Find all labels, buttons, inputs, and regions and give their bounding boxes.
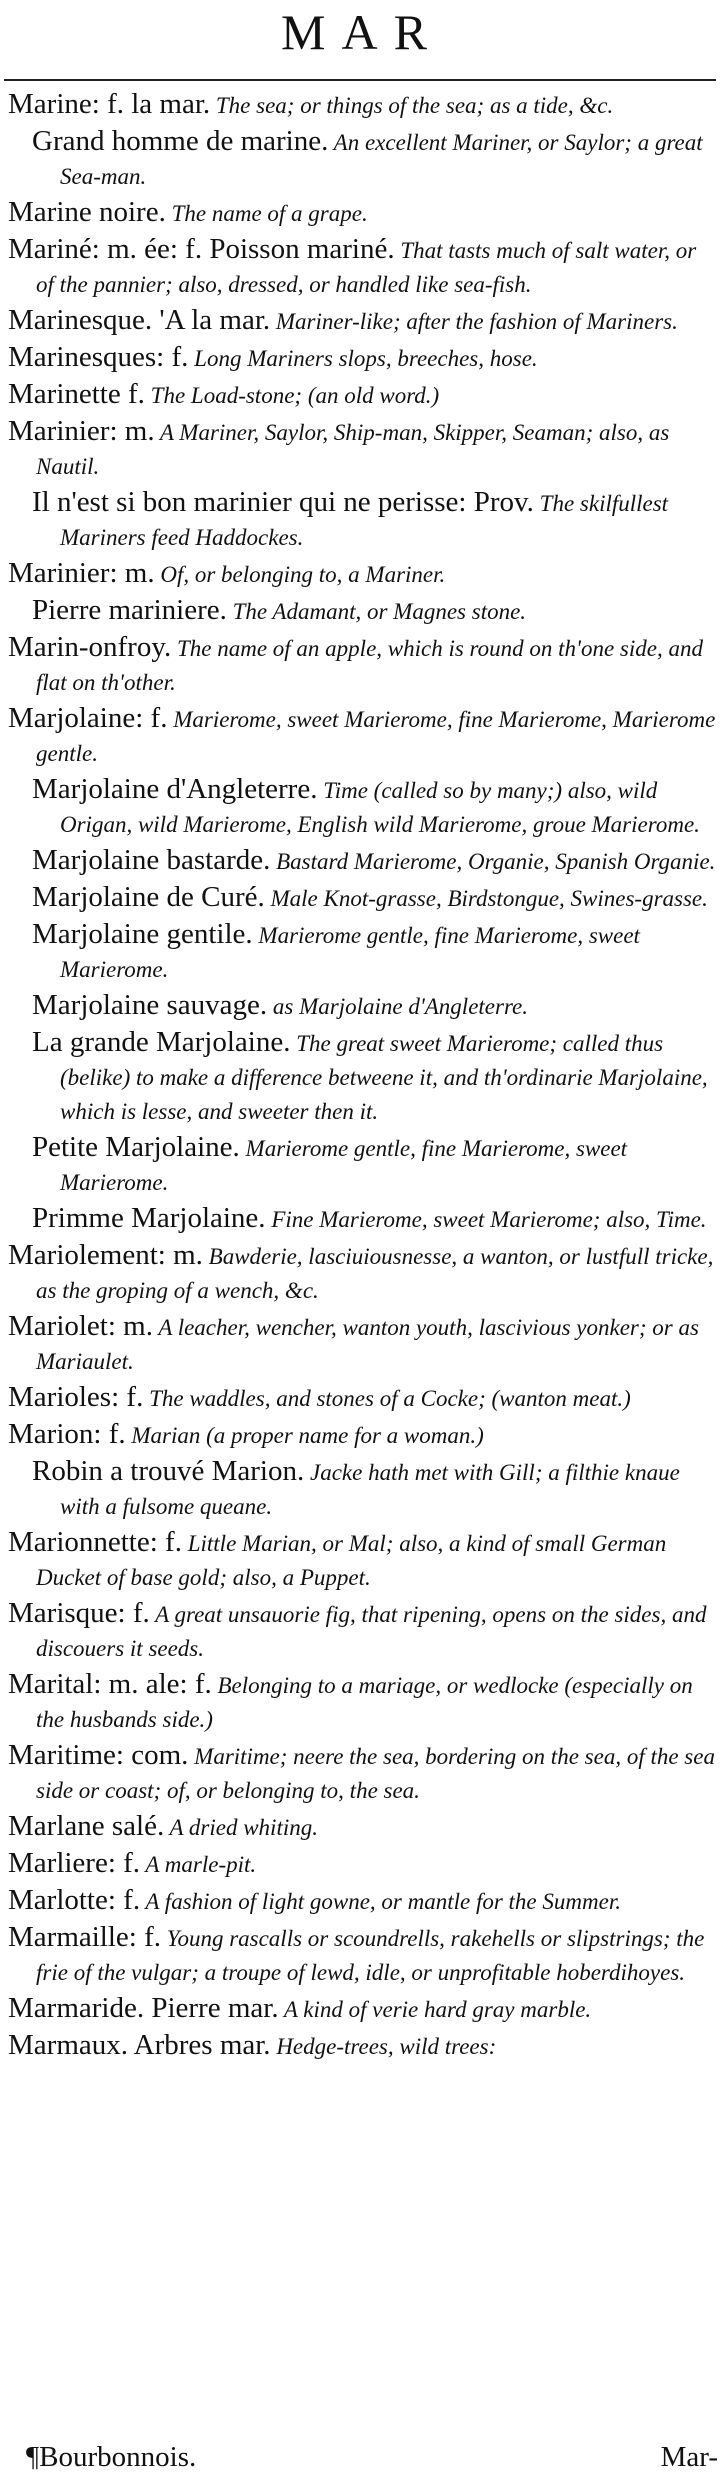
sub-entry [32, 989, 718, 1023]
entry-headword: Marin-onfroy. [8, 631, 172, 663]
sub-entry [32, 1131, 718, 1199]
continuation-line: ¶Bourbonnois. [26, 2441, 197, 2473]
entry-headword: Marlotte: [8, 1884, 116, 1916]
entry-grammar: f. [115, 1847, 141, 1879]
entry-definition: The sea; or things of the sea; as a tide, &c. [210, 93, 614, 118]
entry-definition: Marierome gentle, fine Marierome, sweet Marierome. [60, 923, 640, 982]
entry-definition: A great unsauorie fig, that ripening, opens on the sides, and discouers it seeds. [36, 1602, 707, 1661]
entry-headword: Marmaille: [8, 1921, 137, 1953]
entry-definition: An excellent Mariner, or Saylor; a great Sea-man. [60, 130, 703, 189]
entry-definition: The Load-stone; (an old word.) [144, 383, 440, 408]
entry-headword: Marion: [8, 1418, 102, 1450]
sub-entry [32, 773, 718, 841]
entry-definition: Jacke hath met with Gill; a filthie knaue with a fulsome queane. [60, 1460, 680, 1519]
entry-headword: Marinette [8, 378, 121, 410]
entry-headword: Marinier: [8, 557, 118, 589]
entry-headword: Il n'est si bon marinier qui ne perisse: [32, 486, 467, 518]
dictionary-entry [8, 196, 718, 230]
dictionary-entry [8, 415, 718, 483]
entry-definition: The waddles, and stones of a Cocke; (wanton meat.) [143, 1386, 631, 1411]
entry-definition: The Adamant, or Magnes stone. [226, 599, 527, 624]
entry-headword: Marioles: [8, 1381, 120, 1413]
entry-headword: Primme Marjolaine. [32, 1202, 266, 1234]
dictionary-entry [8, 702, 718, 770]
entry-headword: Maritime: [8, 1739, 124, 1771]
entry-definition: A dried whiting. [164, 1815, 318, 1840]
entry-definition: Male Knot-grasse, Birdstongue, Swines-grasse. [264, 886, 708, 911]
entry-headword: Marine noire. [8, 196, 166, 228]
entry-headword: Marlane salé. [8, 1810, 165, 1842]
entry-grammar: m. [117, 557, 155, 589]
sub-entry [32, 844, 718, 878]
dictionary-entry [8, 1239, 718, 1307]
entry-definition: The skilfullest Mariners feed Haddockes. [60, 491, 669, 550]
dictionary-entry [8, 378, 718, 412]
entry-definition: Hedge-trees, wild trees: [270, 2034, 497, 2059]
entry-headword: Petite Marjolaine. [32, 1131, 240, 1163]
entry-definition: A kind of verie hard gray marble. [278, 1997, 592, 2022]
entry-headword: Marinesques: [8, 341, 165, 373]
entry-grammar: m. ée: f. Poisson mariné. [99, 233, 395, 265]
entry-grammar: f. [101, 1418, 126, 1450]
sub-entry [32, 1202, 718, 1236]
dictionary-entry [8, 1597, 718, 1665]
entry-grammar: m. [165, 1239, 203, 1271]
sub-entry [32, 881, 718, 915]
entry-grammar: f. [143, 702, 168, 734]
dictionary-entry [8, 1418, 718, 1452]
dictionary-entry [8, 88, 718, 122]
entry-grammar: f. [164, 341, 189, 373]
dictionary-entry [8, 1668, 718, 1736]
entry-definition: Belonging to a mariage, or wedlocke (especially on the husbands side.) [36, 1673, 693, 1732]
entry-definition: Of, or belonging to, a Mariner. [154, 562, 446, 587]
dictionary-entry [8, 1847, 718, 1881]
entry-headword: Marjolaine d'Angleterre. [32, 773, 318, 805]
catchword: Mar- [660, 2441, 718, 2473]
entry-definition: A fashion of light gowne, or mantle for the Summer. [140, 1889, 621, 1914]
entry-definition: The name of an apple, which is round on th'one side, and flat on th'other. [36, 636, 703, 695]
page-header: MAR [281, 4, 443, 60]
entry-grammar: f. [119, 1381, 144, 1413]
dictionary-entry [8, 1381, 718, 1415]
dictionary-entry [8, 1310, 718, 1378]
entry-definition: Marierome gentle, fine Marierome, sweet Marierome. [60, 1136, 628, 1195]
entry-headword: Marjolaine: [8, 702, 144, 734]
dictionary-entry [8, 1739, 718, 1807]
dictionary-entry [8, 304, 718, 338]
sub-entry [32, 125, 718, 193]
entry-grammar: f. la mar. [99, 88, 211, 120]
entry-definition: A Mariner, Saylor, Ship-man, Skipper, Seaman; also, as Nautil. [36, 420, 670, 479]
header-rule [4, 79, 716, 81]
entry-headword: Marinesque. [8, 304, 153, 336]
entry-headword: Marjolaine sauvage. [32, 989, 268, 1021]
entry-definition: That tasts much of salt water, or of the pannier; also, dressed, or handled like sea-fish. [36, 238, 697, 297]
sub-entry [32, 594, 718, 628]
entry-definition: Marierome, sweet Marierome, fine Marierome, Marierome gentle. [36, 707, 716, 766]
entry-headword: La grande Marjolaine. [32, 1026, 291, 1058]
entry-grammar: m. ale: f. [101, 1668, 212, 1700]
entry-headword: Mariolet: [8, 1310, 116, 1342]
dictionary-entry [8, 1884, 718, 1918]
dictionary-entry [8, 233, 718, 301]
entry-headword: Grand homme de marine. [32, 125, 329, 157]
entry-grammar: m. [117, 415, 155, 447]
entry-headword: Marmaride. [8, 1992, 145, 2024]
entry-grammar: f. [125, 1597, 150, 1629]
sub-entry [32, 918, 718, 986]
entry-definition: Bawderie, lasciuiousnesse, a wanton, or lustfull tricke, as the groping of a wench, &c. [36, 1244, 714, 1303]
dictionary-entry [8, 1526, 718, 1594]
entry-definition: Young rascalls or scoundrells, rakehells or slipstrings; the frie of the vulgar; a troupe of lewd, idle, or unprofitable hoberdihoyes. [36, 1926, 705, 1985]
sub-entry [32, 486, 718, 554]
sub-entry [32, 1455, 718, 1523]
entry-definition: A leacher, wencher, wanton youth, lascivious yonker; or as Mariaulet. [36, 1315, 699, 1374]
dictionary-entry [8, 341, 718, 375]
entry-definition: Bastard Marierome, Organie, Spanish Organie. [270, 849, 716, 874]
dictionary-entry [8, 631, 718, 699]
entry-definition: Fine Marierome, sweet Marierome; also, Time. [265, 1207, 707, 1232]
entry-grammar: 'A la mar. [152, 304, 271, 336]
entry-headword: Marjolaine de Curé. [32, 881, 265, 913]
entry-definition: as Marjolaine d'Angleterre. [267, 994, 529, 1019]
entry-definition: Time (called so by many;) also, wild Origan, wild Marierome, English wild Marierome, groue Marierome. [60, 778, 700, 837]
entry-definition: Marian (a proper name for a woman.) [125, 1423, 484, 1448]
entry-list [8, 88, 718, 2066]
entry-grammar: Arbres mar. [128, 2029, 271, 2061]
entry-definition: The name of a grape. [165, 201, 368, 226]
entry-definition: A marle-pit. [140, 1852, 257, 1877]
entry-grammar: Pierre mar. [144, 1992, 279, 2024]
entry-grammar: com. [123, 1739, 189, 1771]
entry-headword: Mariolement: [8, 1239, 166, 1271]
dictionary-entry [8, 557, 718, 591]
entry-headword: Mariné: [8, 233, 100, 265]
entry-headword: Marital: [8, 1668, 102, 1700]
entry-definition: The great sweet Marierome; called thus (belike) to make a difference betweene it, and th'ordinarie Marjolaine, which is lesse, and sweeter then it. [60, 1031, 708, 1124]
entry-grammar: f. [157, 1526, 182, 1558]
entry-headword: Marjolaine gentile. [32, 918, 253, 950]
dictionary-entry [8, 1992, 718, 2026]
sub-entry [32, 1026, 718, 1128]
entry-headword: Marisque: [8, 1597, 126, 1629]
entry-headword: Pierre mariniere. [32, 594, 227, 626]
entry-definition: Maritime; neere the sea, bordering on the sea, of the sea side or coast; of, or belonging to, the sea. [36, 1744, 715, 1803]
entry-grammar: Prov. [466, 486, 534, 518]
entry-headword: Marionnette: [8, 1526, 158, 1558]
dictionary-entry [8, 1921, 718, 1989]
entry-definition: Mariner-like; after the fashion of Mariners. [270, 309, 678, 334]
entry-definition: Little Marian, or Mal; also, a kind of small German Ducket of base gold; also, a Puppet. [36, 1531, 667, 1590]
dictionary-entry [8, 1810, 718, 1844]
entry-headword: Marinier: [8, 415, 118, 447]
entry-headword: Marliere: [8, 1847, 116, 1879]
entry-grammar: f. [115, 1884, 141, 1916]
entry-definition: Long Mariners slops, breeches, hose. [188, 346, 538, 371]
dictionary-entry [8, 2029, 718, 2063]
entry-headword: Marjolaine bastarde. [32, 844, 271, 876]
entry-headword: Marmaux. [8, 2029, 128, 2061]
entry-headword: Robin a trouvé Marion. [32, 1455, 305, 1487]
entry-headword: Marine: [8, 88, 100, 120]
entry-grammar: f. [136, 1921, 162, 1953]
entry-grammar: m. [115, 1310, 153, 1342]
entry-grammar: f. [120, 378, 145, 410]
